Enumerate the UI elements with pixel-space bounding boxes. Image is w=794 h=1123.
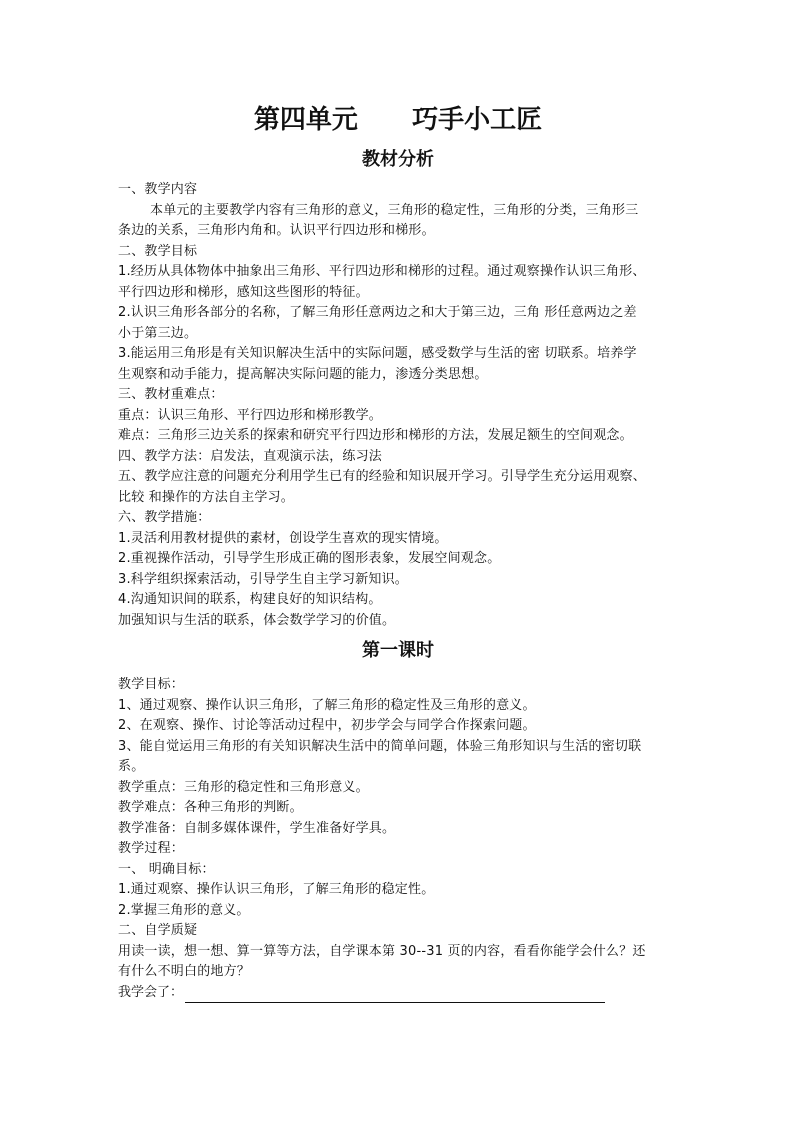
text-line: 教学过程： (118, 841, 185, 856)
text-line: 有什么不明白的地方？ (118, 964, 251, 979)
text-line: 五、教学应注意的问题充分利用学生已有的经验和知识展开学习。引导学生充分运用观察、 (118, 469, 647, 484)
text-line: 教学准备：自制多媒体课件，学生准备好学具。 (118, 820, 396, 836)
text-line: 4.沟通知识间的联系，构建良好的知识结构。 (118, 592, 382, 607)
lesson-heading: 第一课时 (362, 640, 434, 661)
text-line: 3.科学组织探索活动，引导学生自主学习新知识。 (118, 571, 409, 587)
fill-in-row (118, 983, 678, 1004)
text-line: 2.认识三角形各部分的名称，了解三角形任意两边之和大于第三边，三角 形任意两边之差 (118, 305, 637, 320)
text-line: 条边的关系，三角形内角和。认识平行四边形和梯形。 (118, 223, 435, 238)
text-line: 一、 明确目标： (118, 861, 215, 877)
text-line: 生观察和动手能力，提高解决实际问题的能力，渗透分类思想。 (118, 366, 488, 382)
unit-title: 第四单元 巧手小工匠 (253, 105, 543, 135)
text-line: 系。 (118, 759, 145, 774)
text-line: 教学目标： (118, 677, 185, 692)
text-line: 四、教学方法：启发法，直观演示法，练习法 (118, 448, 383, 464)
text-line: 一、教学内容 (118, 182, 198, 197)
text-line: 1、通过观察、操作认识三角形，了解三角形的稳定性及三角形的意义。 (118, 697, 536, 713)
text-line: 小于第三边。 (118, 325, 198, 341)
text-line: 二、教学目标 (118, 243, 198, 259)
text-line: 难点：三角形三边关系的探索和研究平行四边形和梯形的方法，发展足额生的空间观念。 (118, 428, 633, 443)
text-line: 加强知识与生活的联系，体会数学学习的价值。 (118, 612, 396, 628)
analysis-section (118, 180, 678, 631)
text-line: 平行四边形和梯形，感知这些图形的特征。 (118, 284, 369, 300)
text-line: 本单元的主要教学内容有三角形的意义，三角形的稳定性，三角形的分类，三角形三 (150, 202, 639, 218)
text-line: 教学难点：各种三角形的判断。 (118, 800, 303, 815)
document-content (118, 100, 678, 1003)
text-line: 比较 和操作的方法自主学习。 (118, 489, 294, 505)
fill-in-label: 我学会了： (118, 984, 184, 1000)
text-line: 1.通过观察、操作认识三角形，了解三角形的稳定性。 (118, 882, 435, 897)
text-line: 2.掌握三角形的意义。 (118, 902, 250, 918)
text-line: 二、自学质疑 (118, 923, 198, 938)
text-line: 2.重视操作活动，引导学生形成正确的图形表象，发展空间观念。 (118, 551, 501, 566)
text-line: 2、在观察、操作、讨论等活动过程中，初步学会与同学合作探索问题。 (118, 718, 536, 733)
material-analysis-heading: 教材分析 (362, 149, 434, 170)
text-line: 3.能运用三角形是有关知识解决生活中的实际问题，感受数学与生活的密 切联系。培养学 (118, 346, 637, 361)
text-line: 重点：认识三角形、平行四边形和梯形教学。 (118, 407, 383, 423)
text-line: 1.灵活利用教材提供的素材，创设学生喜欢的现实情境。 (118, 530, 448, 546)
text-line: 教学重点：三角形的稳定性和三角形意义。 (118, 779, 369, 795)
text-line: 六、教学措施： (118, 510, 211, 525)
text-line: 3、能自觉运用三角形的有关知识解决生活中的简单问题，体验三角形知识与生活的密切联 (118, 738, 642, 754)
text-line: 三、教材重难点： (118, 387, 224, 402)
text-line: 1.经历从具体物体中抽象出三角形、平行四边形和梯形的过程。通过观察操作认识三角形、 (118, 264, 646, 279)
lesson-section (118, 675, 678, 1003)
text-line: 用读一读，想一想、算一算等方法，自学课本第 30--31 页的内容，看看你能学会什么？还 (118, 943, 646, 959)
fill-in-blank-line (185, 986, 605, 1003)
